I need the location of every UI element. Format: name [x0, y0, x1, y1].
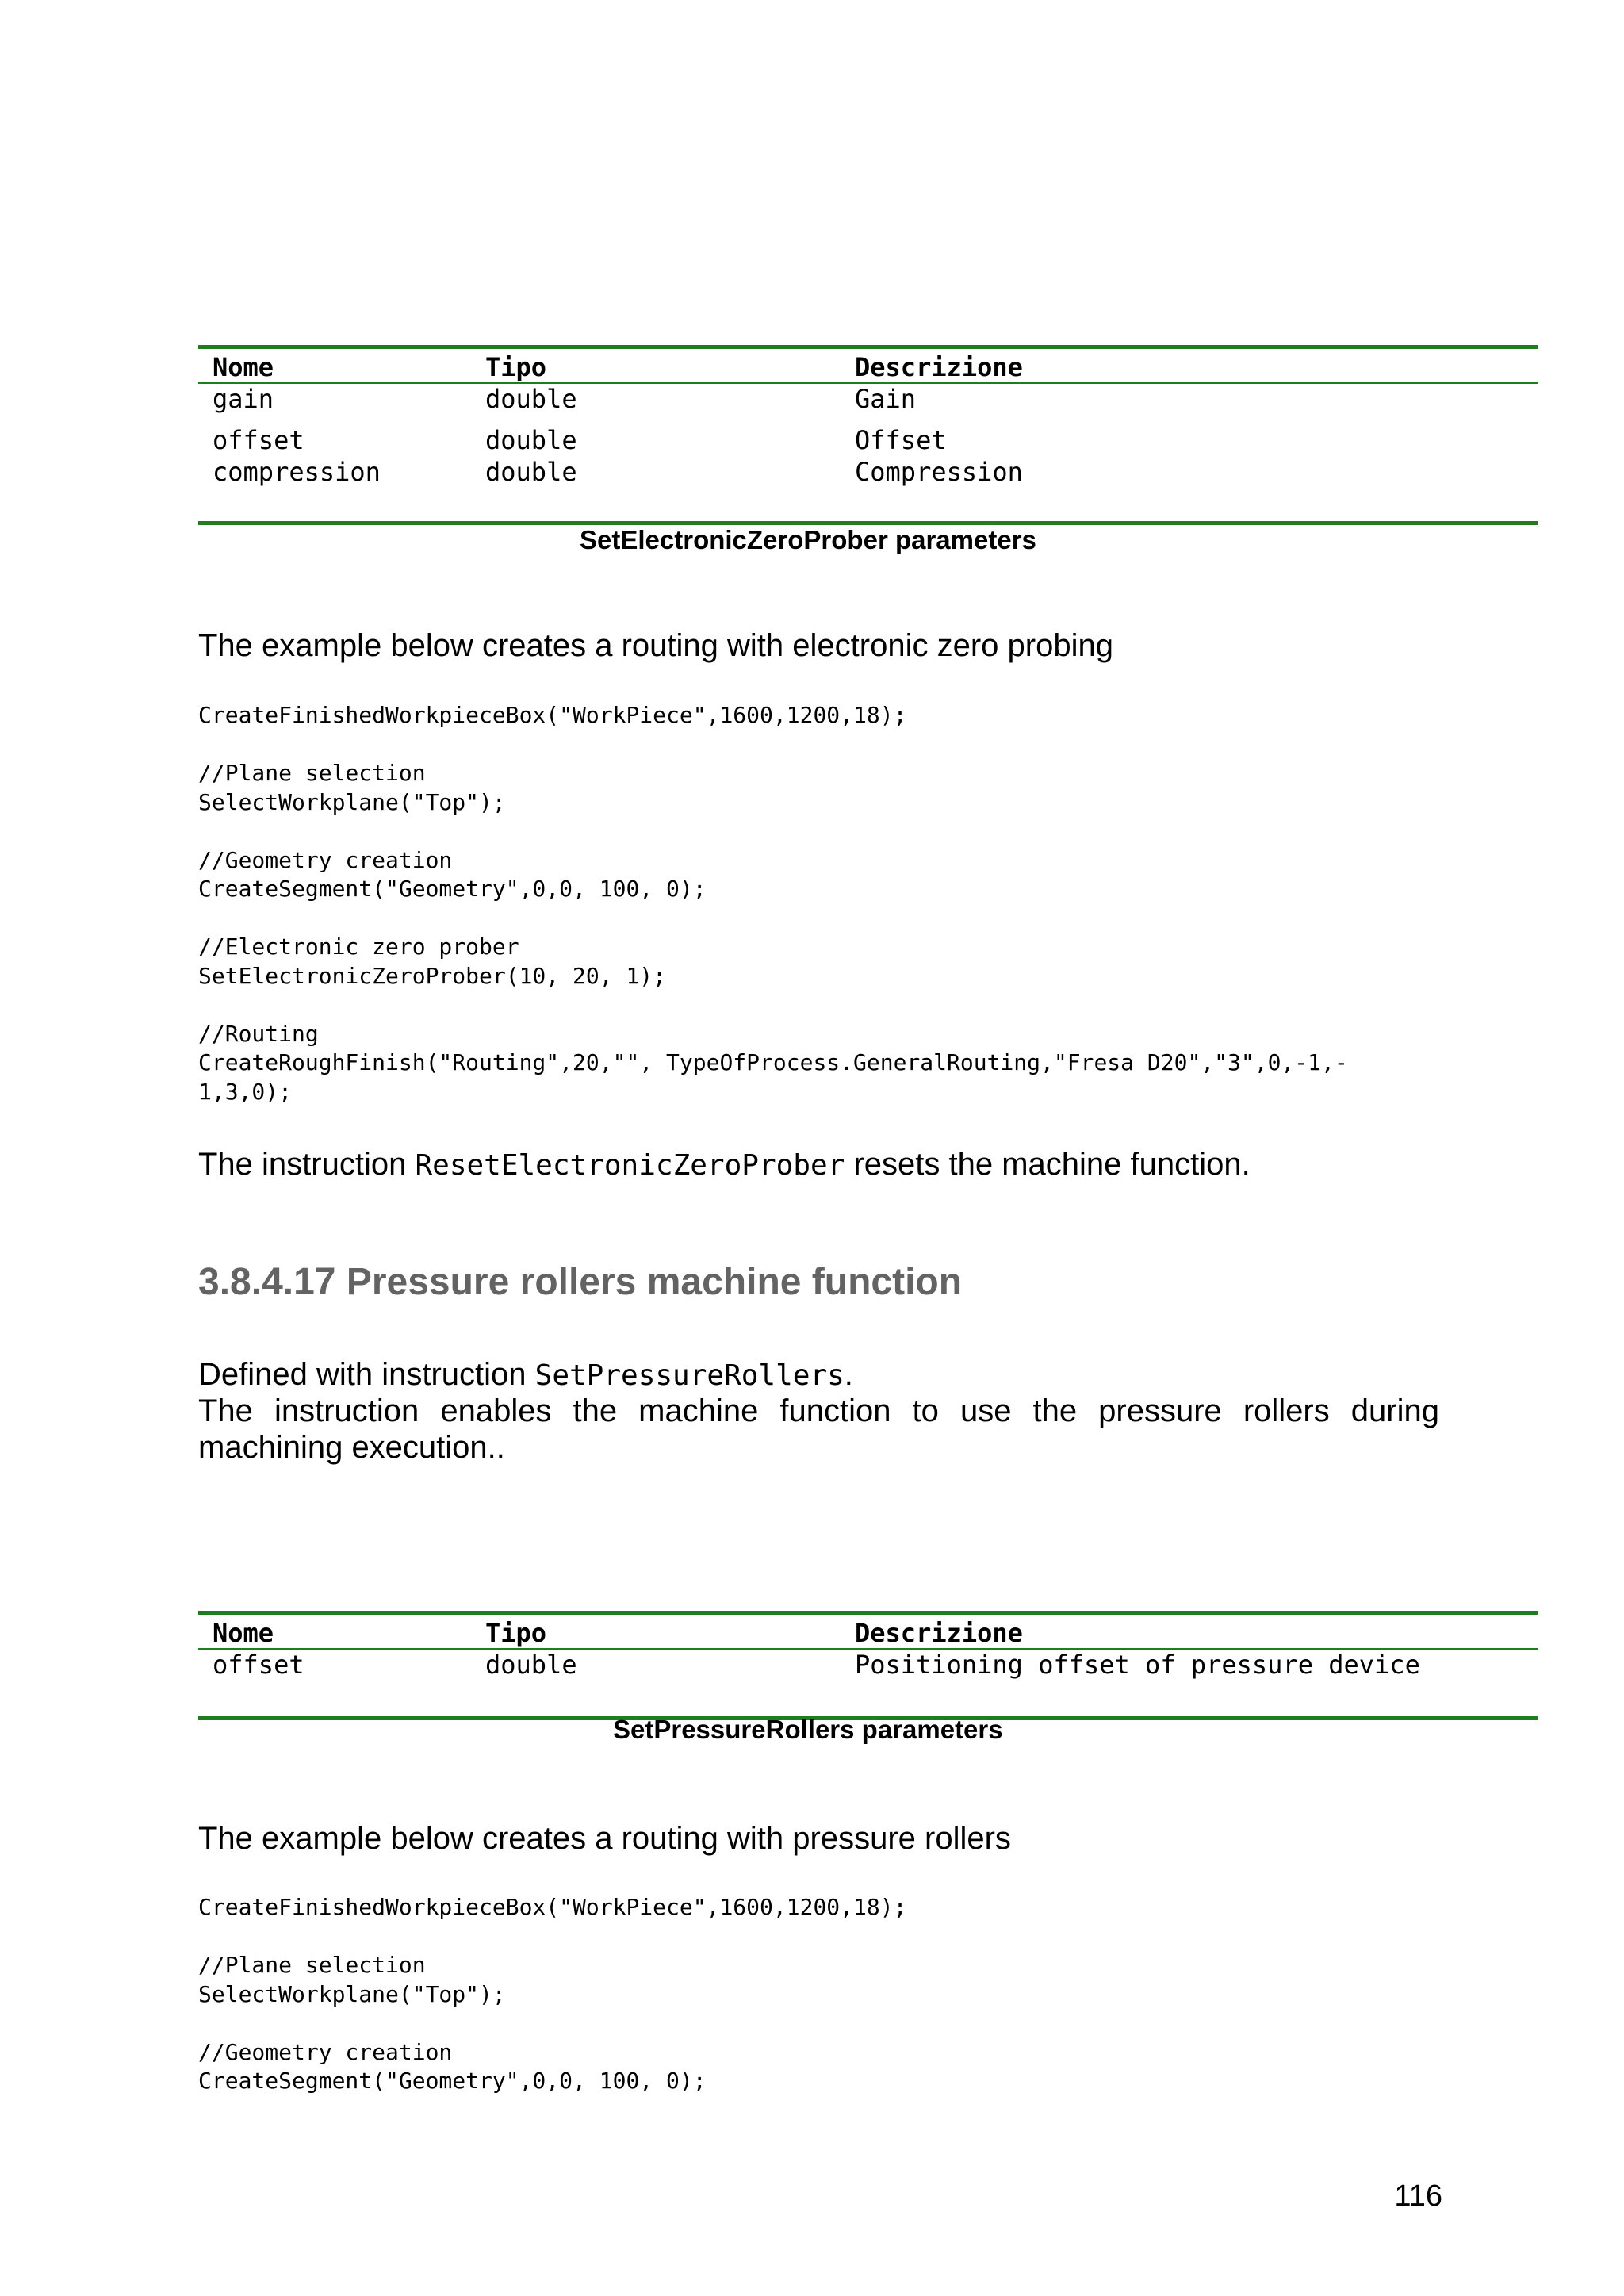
example-intro: The example below creates a routing with pressure rollers — [198, 1821, 1011, 1856]
param-name: compression — [213, 457, 381, 487]
header-type: Tipo — [485, 352, 547, 382]
code-line: //Plane selection — [198, 1952, 426, 1978]
table-row — [198, 457, 1538, 489]
code-block — [198, 701, 1348, 1106]
table-row — [198, 425, 1538, 457]
electronic-zero-prober-parameters-table — [198, 345, 1538, 525]
code-line: //Plane selection — [198, 760, 426, 786]
header-description: Descrizione — [855, 352, 1023, 382]
inline-code: SetPressureRollers — [534, 1359, 845, 1392]
page-number: 116 — [1394, 2179, 1442, 2213]
sentence-text: Defined with instruction — [198, 1357, 535, 1392]
code-line — [198, 817, 1348, 846]
code-line: CreateSegment("Geometry",0,0, 100, 0); — [198, 2068, 707, 2094]
code-line: //Geometry creation — [198, 846, 453, 873]
param-description: Gain — [855, 384, 917, 414]
table-top-rule — [198, 1611, 1538, 1615]
code-line: //Geometry creation — [198, 2038, 453, 2065]
param-name: offset — [213, 1650, 304, 1680]
code-line: CreateSegment("Geometry",0,0, 100, 0); — [198, 876, 707, 902]
code-line — [198, 730, 1348, 760]
param-type: double — [485, 384, 577, 414]
param-type: double — [485, 425, 577, 455]
table-top-rule — [198, 345, 1538, 349]
table-header-row — [198, 1618, 1538, 1650]
code-line: 1,3,0); — [198, 1078, 293, 1105]
code-line — [198, 1922, 906, 1952]
code-line — [198, 904, 1348, 933]
header-name: Nome — [213, 352, 274, 382]
param-type: double — [485, 457, 577, 487]
reset-instruction-sentence — [198, 1146, 1251, 1184]
table-caption: SetPressureRollers parameters — [613, 1715, 1003, 1744]
section-description: The instruction enables the machine function to use the pressure rollers during machining execution.. — [198, 1393, 1439, 1465]
code-line — [198, 991, 1348, 1020]
param-description: Compression — [855, 457, 1023, 487]
sentence-text: The instruction — [198, 1147, 416, 1182]
code-line: CreateRoughFinish("Routing",20,"", TypeOfProcess.GeneralRouting,"Fresa D20","3",0,-1,- — [198, 1049, 1348, 1075]
code-line: SetElectronicZeroProber(10, 20, 1); — [198, 962, 667, 989]
table-row — [198, 1650, 1538, 1681]
inline-code: ResetElectronicZeroProber — [415, 1149, 845, 1182]
code-line: CreateFinishedWorkpieceBox("WorkPiece",1600,1200,18); — [198, 1894, 907, 1920]
table-caption: SetElectronicZeroProber parameters — [580, 525, 1036, 554]
sentence-text: . — [844, 1357, 853, 1392]
param-name: gain — [213, 384, 274, 414]
table-header-row — [198, 352, 1538, 384]
header-type: Tipo — [485, 1618, 547, 1648]
sentence-text: resets the machine function. — [845, 1147, 1251, 1182]
code-line: //Electronic zero prober — [198, 933, 519, 960]
defined-with-sentence — [198, 1356, 853, 1394]
section-heading: 3.8.4.17 Pressure rollers machine function — [198, 1261, 963, 1303]
example-intro: The example below creates a routing with electronic zero probing — [198, 628, 1113, 663]
param-description: Positioning offset of pressure device — [855, 1650, 1420, 1680]
code-line — [198, 2009, 906, 2038]
param-name: offset — [213, 425, 304, 455]
table-row — [198, 384, 1538, 416]
param-type: double — [485, 1650, 577, 1680]
code-block — [198, 1893, 906, 2096]
header-description: Descrizione — [855, 1618, 1023, 1648]
header-name: Nome — [213, 1618, 274, 1648]
code-line: //Routing — [198, 1020, 319, 1047]
code-line: CreateFinishedWorkpieceBox("WorkPiece",1600,1200,18); — [198, 702, 907, 728]
code-line: SelectWorkplane("Top"); — [198, 788, 506, 815]
param-description: Offset — [855, 425, 947, 455]
code-line: SelectWorkplane("Top"); — [198, 1980, 506, 2007]
pressure-rollers-parameters-table — [198, 1611, 1538, 1720]
